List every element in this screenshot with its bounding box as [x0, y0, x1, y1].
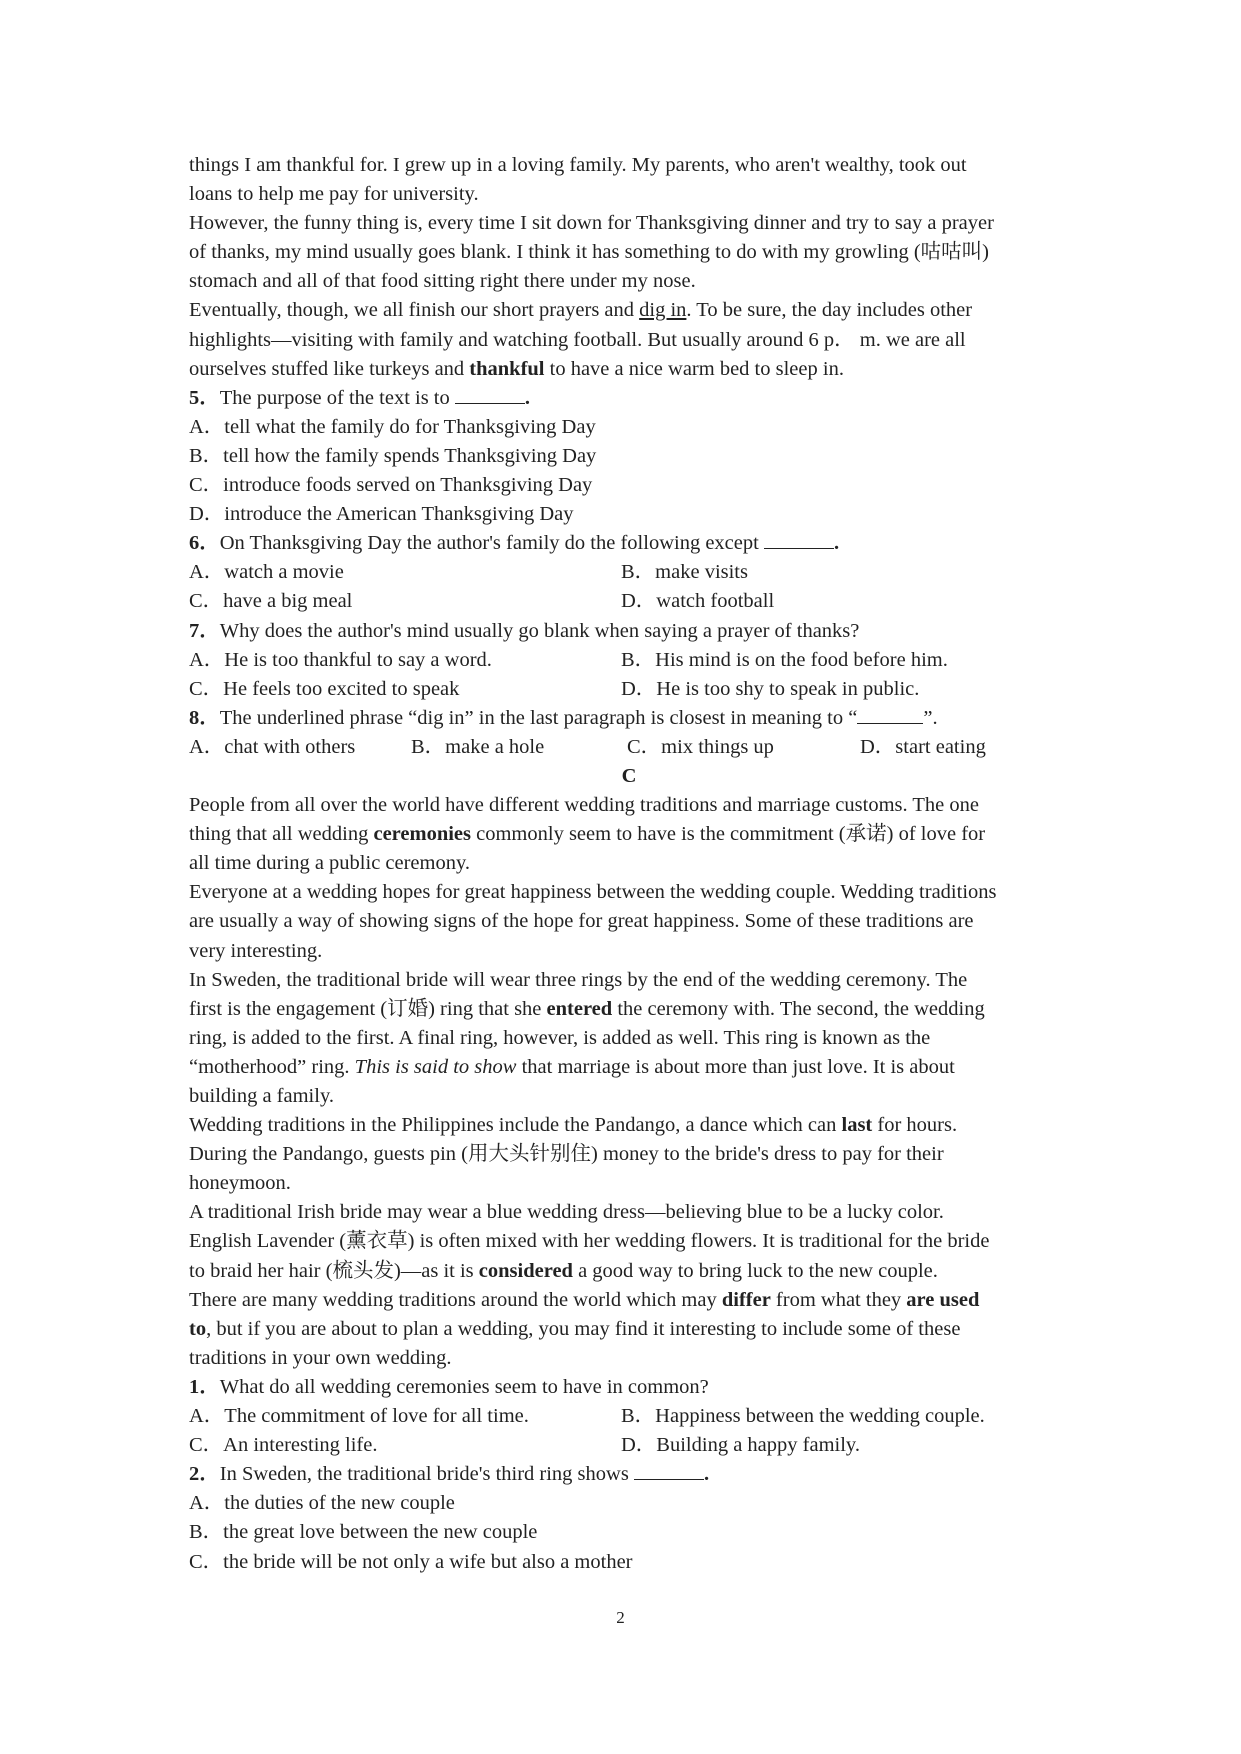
bold-word: are used — [906, 1288, 980, 1311]
option-row — [189, 1402, 1069, 1431]
option: B．make visits — [621, 561, 748, 584]
question-text-end: ”. — [923, 706, 938, 729]
bold-word: ceremonies — [373, 823, 472, 846]
paragraph-line — [189, 1111, 1069, 1140]
text-span: to braid her hair (梳头发)—as it is — [189, 1259, 479, 1282]
option: D．introduce the American Thanksgiving Day — [189, 503, 574, 526]
option: A．chat with others — [189, 735, 356, 758]
option: A．the duties of the new couple — [189, 1492, 455, 1515]
text-span: to have a nice warm bed to sleep in. — [544, 357, 844, 380]
option-row — [189, 646, 1069, 675]
italic-phrase: This is said to show — [354, 1055, 517, 1078]
text-span: Wedding traditions in the Philippines include the Pandango, a dance which can — [189, 1114, 842, 1137]
bold-word: to — [189, 1317, 207, 1340]
question-text: In Sweden, the traditional bride's third ring shows — [219, 1463, 634, 1486]
text-span: for hours. — [872, 1114, 958, 1137]
option: D．start eating — [860, 735, 986, 758]
text-span: commonly seem to have is the commitment (承诺) of love for — [471, 823, 986, 846]
document-page — [189, 151, 1069, 1577]
paragraph-line — [189, 1053, 1069, 1082]
text-span: “motherhood” ring. — [189, 1055, 355, 1078]
option: A．watch a movie — [189, 561, 344, 584]
question-c1-stem: 1．What do all wedding ceremonies seem to have in common? — [189, 1375, 709, 1398]
paragraph-line: building a family. — [189, 1085, 334, 1107]
text-span: , but if you are about to plan a wedding, you may find it interesting to include some of these — [206, 1317, 961, 1340]
paragraph-line — [189, 1286, 1069, 1315]
answer-blank — [857, 706, 923, 724]
answer-blank — [634, 1462, 704, 1480]
option: D．watch football — [621, 590, 775, 613]
paragraph-line: Everyone at a wedding hopes for great happiness between the wedding couple. Wedding traditions — [189, 881, 997, 904]
option: C．have a big meal — [189, 590, 353, 613]
paragraph-line — [189, 1315, 1069, 1344]
question-text: The underlined phrase “dig in” in the last paragraph is closest in meaning to “ — [219, 706, 858, 729]
question-number: 6 — [189, 532, 200, 555]
question-8-stem: 8．The underlined phrase “dig in” in the last paragraph is closest in meaning to “ ”. — [189, 706, 938, 729]
option: C．the bride will be not only a wife but also a mother — [189, 1550, 633, 1573]
option: B．tell how the family spends Thanksgiving Day — [189, 444, 597, 467]
paragraph-line: loans to help me pay for university. — [189, 183, 479, 206]
question-7-stem: 7．Why does the author's mind usually go blank when saying a prayer of thanks? — [189, 619, 860, 642]
text-span: . To be sure, the day includes other — [686, 299, 973, 322]
answer-blank — [455, 386, 525, 404]
question-text: Why does the author's mind usually go blank when saying a prayer of thanks? — [219, 619, 860, 642]
option: B．His mind is on the food before him. — [621, 648, 948, 671]
paragraph-line: traditions in your own wedding. — [189, 1346, 452, 1369]
bold-word-thankful: thankful — [469, 357, 545, 380]
paragraph-line: all time during a public ceremony. — [189, 852, 471, 875]
question-5-stem: 5．The purpose of the text is to . — [189, 386, 531, 409]
option: A．The commitment of love for all time. — [189, 1405, 529, 1428]
bold-word: last — [841, 1114, 873, 1137]
bold-word: differ — [721, 1288, 771, 1311]
text-span: ourselves stuffed like turkeys and — [189, 357, 470, 380]
paragraph-line — [189, 296, 1069, 325]
paragraph-line — [189, 355, 1069, 384]
paragraph-line: stomach and all of that food sitting right there under my nose. — [189, 270, 696, 293]
option: C．introduce foods served on Thanksgiving Day — [189, 474, 593, 497]
underlined-phrase-dig-in: dig in — [639, 299, 687, 322]
paragraph-line — [189, 995, 1069, 1024]
paragraph-line: A traditional Irish bride may wear a blue wedding dress—believing blue to be a lucky color. — [189, 1201, 944, 1224]
text-span: a good way to bring luck to the new couple. — [572, 1259, 938, 1282]
paragraph-line: English Lavender (薰衣草) is often mixed with her wedding flowers. It is traditional for the bride — [189, 1230, 990, 1253]
section-heading: C — [621, 764, 637, 787]
text-span: from what they — [770, 1288, 907, 1311]
question-c2-stem: 2．In Sweden, the traditional bride's third ring shows . — [189, 1463, 710, 1486]
question-text: On Thanksgiving Day the author's family do the following except — [219, 532, 764, 555]
option-row — [189, 1431, 1069, 1460]
option: B．the great love between the new couple — [189, 1521, 538, 1544]
option-row — [189, 733, 1069, 762]
paragraph-line: However, the funny thing is, every time I sit down for Thanksgiving dinner and try to say a prayer — [189, 212, 994, 235]
option-row — [189, 675, 1069, 704]
text-span: thing that all wedding — [189, 823, 374, 846]
paragraph-line: are usually a way of showing signs of the hope for great happiness. Some of these traditions are — [189, 910, 974, 933]
bold-word: entered — [546, 997, 613, 1020]
question-text: The purpose of the text is to — [219, 386, 455, 409]
paragraph-line: honeymoon. — [189, 1172, 291, 1195]
option: D．Building a happy family. — [621, 1434, 860, 1457]
question-number: 7 — [189, 619, 200, 642]
question-number: 1 — [189, 1375, 200, 1398]
option-row — [189, 558, 1069, 587]
text-span: Eventually, though, we all finish our short prayers and — [189, 299, 640, 322]
paragraph-line: During the Pandango, guests pin (用大头针别住) money to the bride's dress to pay for their — [189, 1143, 944, 1166]
paragraph-line — [189, 1257, 1069, 1286]
paragraph-line: very interesting. — [189, 939, 323, 962]
option-row — [189, 587, 1069, 616]
option: C．An interesting life. — [189, 1434, 378, 1457]
page-number: 2 — [616, 1608, 625, 1627]
bold-word: considered — [478, 1259, 573, 1282]
paragraph-line: highlights—visiting with family and watching football. But usually around 6 p． m. we are all — [189, 328, 966, 351]
paragraph-line: In Sweden, the traditional bride will wear three rings by the end of the wedding ceremony. The — [189, 968, 968, 991]
question-6-stem: 6．On Thanksgiving Day the author's family do the following except . — [189, 532, 840, 555]
question-number: 5 — [189, 386, 200, 409]
text-span: the ceremony with. The second, the wedding — [612, 997, 985, 1020]
question-text: What do all wedding ceremonies seem to have in common? — [219, 1375, 709, 1398]
paragraph-line: of thanks, my mind usually goes blank. I think it has something to do with my growling (咕咕叫) — [189, 241, 990, 264]
option: C．He feels too excited to speak — [189, 677, 460, 700]
paragraph-line — [189, 820, 1069, 849]
option: B．Happiness between the wedding couple. — [621, 1405, 985, 1428]
question-number: 8 — [189, 706, 200, 729]
question-number: 2 — [189, 1463, 200, 1486]
paragraph-line: things I am thankful for. I grew up in a loving family. My parents, who aren't wealthy, took out — [189, 154, 967, 176]
paragraph-line: People from all over the world have different wedding traditions and marriage customs. The one — [189, 794, 979, 817]
answer-blank — [764, 531, 834, 549]
option: A．tell what the family do for Thanksgiving Day — [189, 415, 596, 438]
option: A．He is too thankful to say a word. — [189, 648, 492, 671]
text-span: There are many wedding traditions around the world which may — [189, 1288, 722, 1311]
text-span: first is the engagement (订婚) ring that she — [189, 997, 547, 1020]
option: C．mix things up — [627, 735, 774, 758]
option: D．He is too shy to speak in public. — [621, 677, 920, 700]
paragraph-line: ring, is added to the first. A final ring, however, is added as well. This ring is known as the — [189, 1026, 931, 1049]
text-span: that marriage is about more than just love. It is about — [516, 1055, 955, 1078]
option: B．make a hole — [411, 735, 545, 758]
